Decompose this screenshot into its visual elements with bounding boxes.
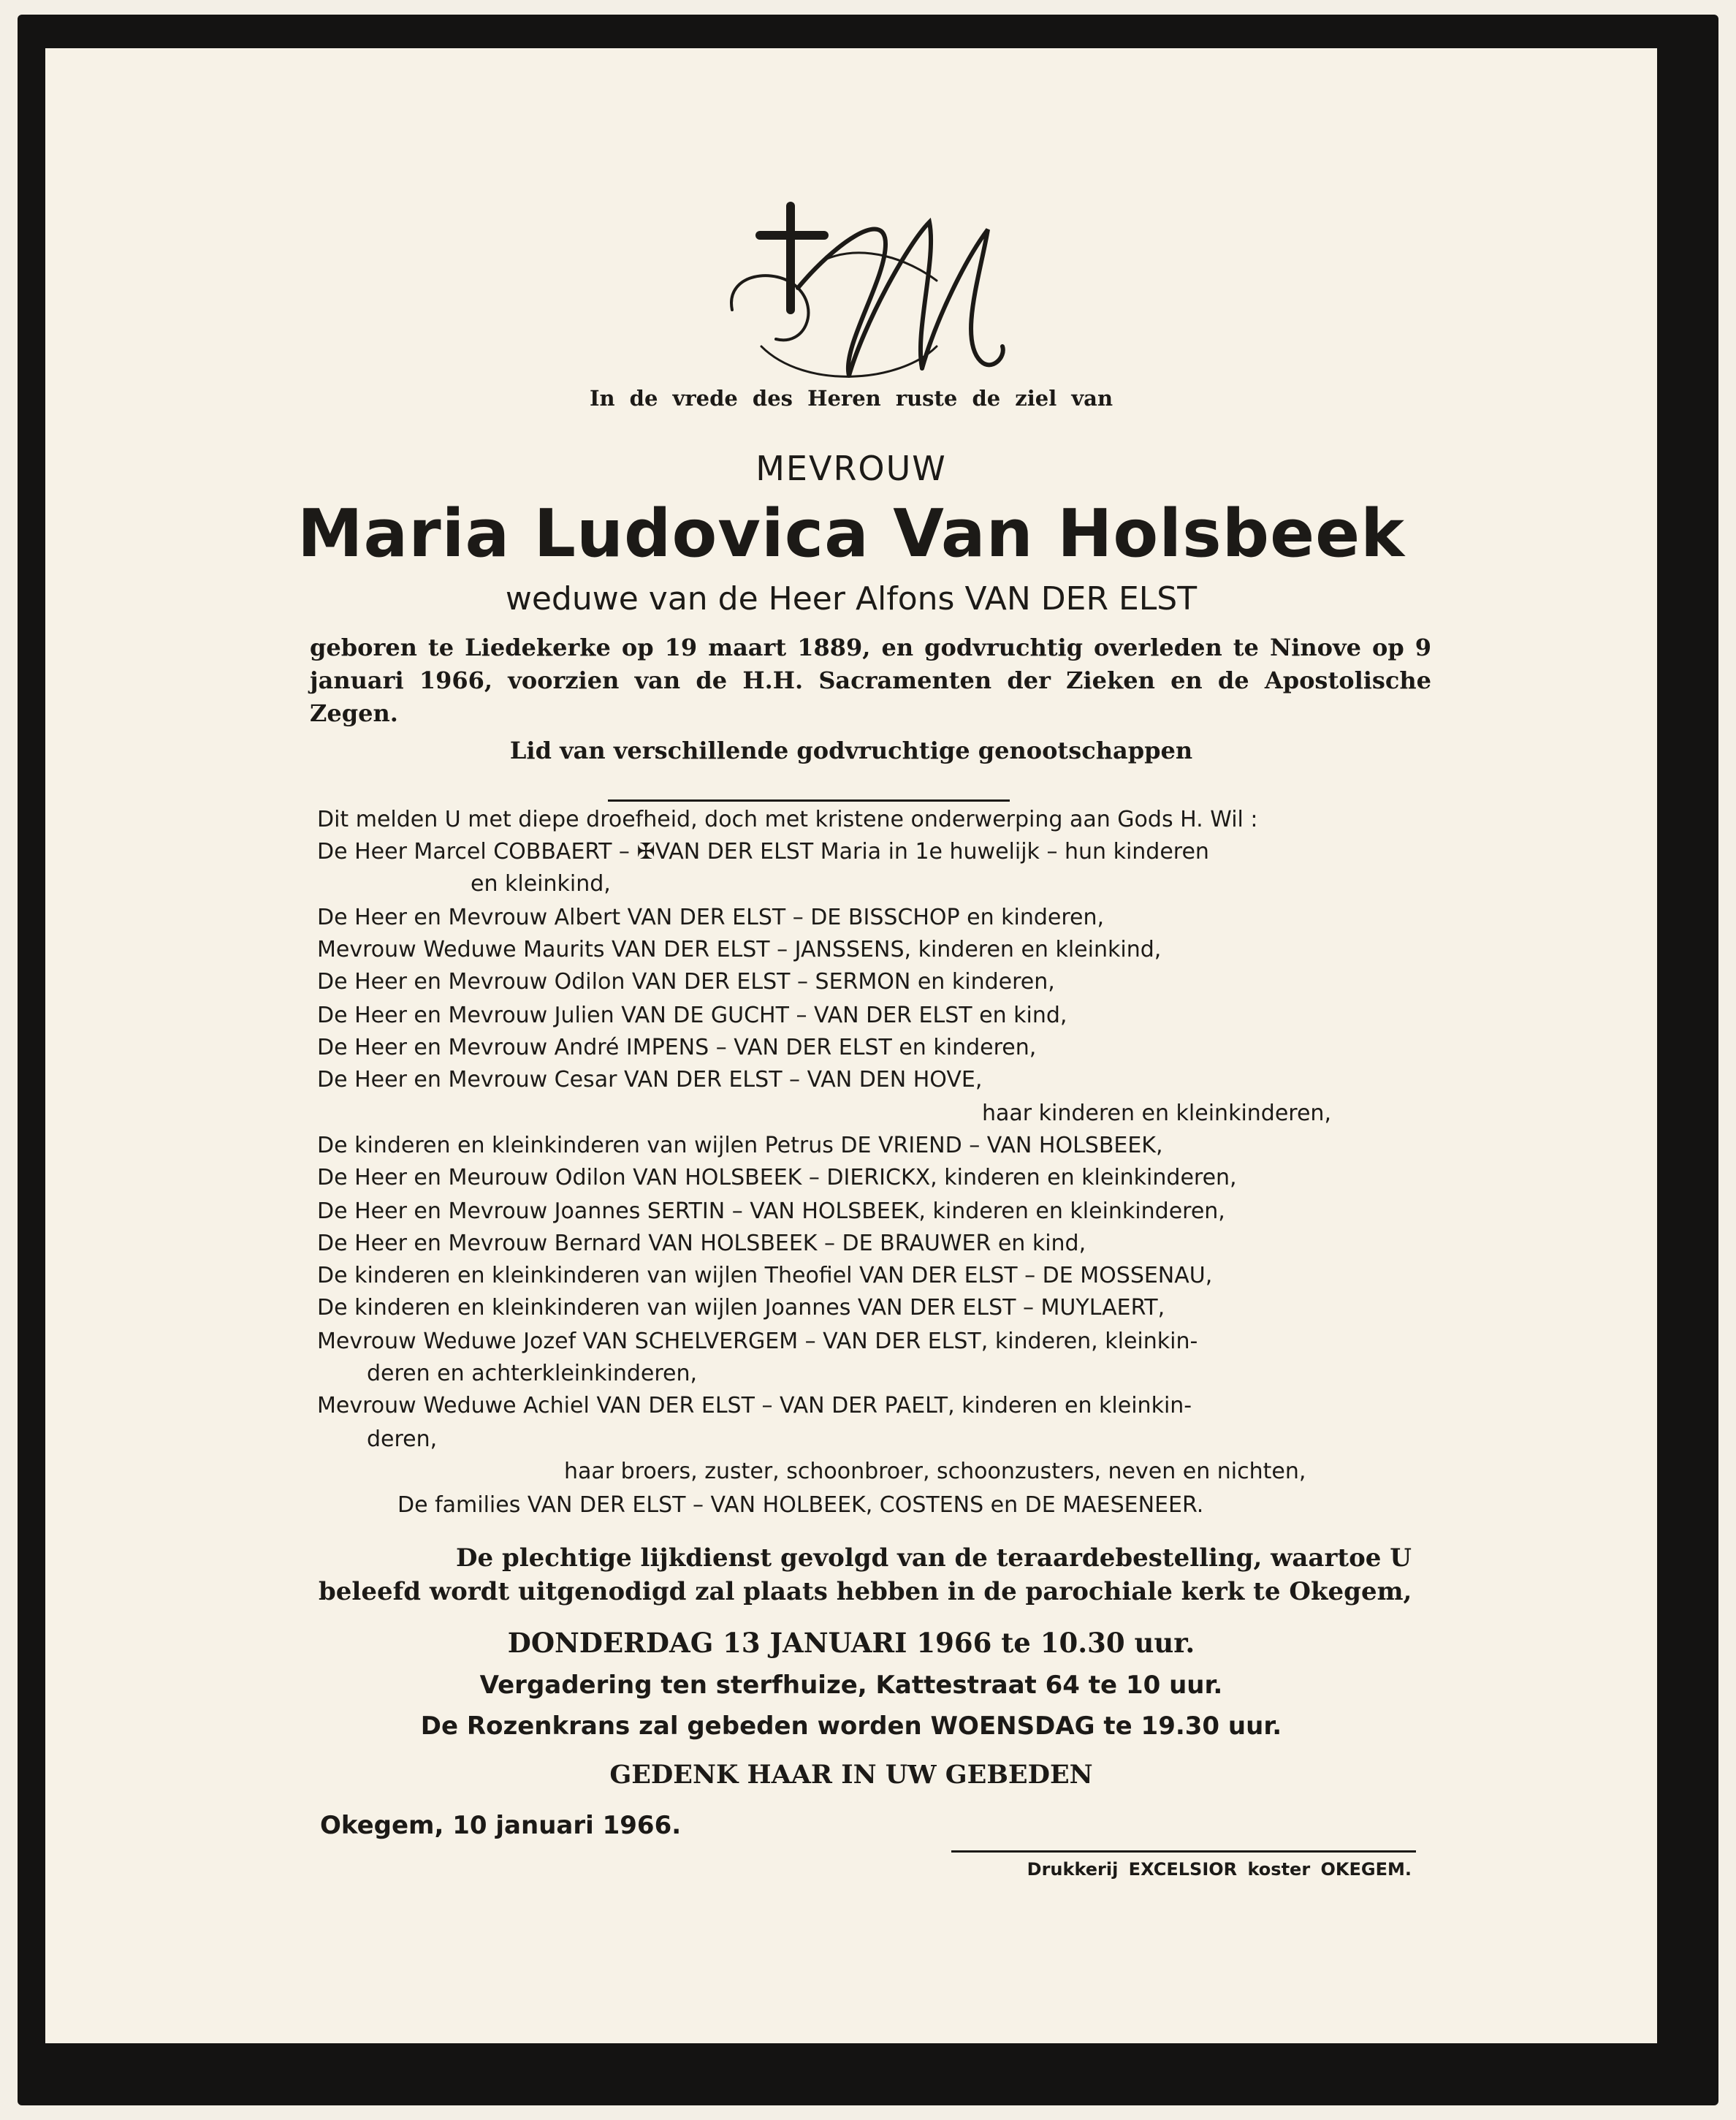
- divider-rule: [608, 799, 1010, 802]
- service-date: DONDERDAG 13 JANUARI 1966 te 10.30 uur.: [507, 1627, 1195, 1659]
- honorific-title: MEVROUW: [755, 449, 947, 488]
- family-line: De Heer Marcel COBBAERT – ✠VAN DER ELST Maria in 1e huwelijk – hun kinderen: [317, 839, 1209, 865]
- family-line: Mevrouw Weduwe Achiel VAN DER ELST – VAN DER PAELT, kinderen en kleinkin-: [317, 1393, 1192, 1418]
- cross-monogram-icon: [717, 200, 1010, 398]
- family-line: De kinderen en kleinkinderen van wijlen Theofiel VAN DER ELST – DE MOSSENAU,: [317, 1263, 1213, 1288]
- rosary-line: De Rozenkrans zal gebeden worden WOENSDAG te 19.30 uur.: [420, 1711, 1282, 1741]
- family-line: De kinderen en kleinkinderen van wijlen Joannes VAN DER ELST – MUYLAERT,: [317, 1295, 1165, 1321]
- family-line: De Heer en Meurouw Odilon VAN HOLSBEEK – DIERICKX, kinderen en kleinkinderen,: [317, 1165, 1237, 1190]
- membership-line: Lid van verschillende godvruchtige genootschappen: [509, 737, 1193, 764]
- family-line: De Heer en Mevrouw André IMPENS – VAN DER ELST en kinderen,: [317, 1035, 1037, 1060]
- family-line: Mevrouw Weduwe Jozef VAN SCHELVERGEM – VAN DER ELST, kinderen, kleinkin-: [317, 1329, 1198, 1354]
- family-line: De kinderen en kleinkinderen van wijlen Petrus DE VRIEND – VAN HOLSBEEK,: [317, 1133, 1163, 1158]
- family-line: De families VAN DER ELST – VAN HOLBEEK, COSTENS en DE MAESENEER.: [397, 1492, 1204, 1518]
- family-line: en kleinkind,: [471, 871, 611, 897]
- printer-credit: Drukkerij EXCELSIOR koster OKEGEM.: [1027, 1859, 1412, 1880]
- service-line: De plechtige lijkdienst gevolgd van de teraardebestelling, waartoe U: [456, 1543, 1412, 1573]
- family-line: haar kinderen en kleinkinderen,: [982, 1101, 1331, 1126]
- service-line: beleefd wordt uitgenodigd zal plaats hebben in de parochiale kerk te Okegem,: [319, 1577, 1412, 1606]
- family-line: deren en achterkleinkinderen,: [367, 1361, 698, 1386]
- family-line: De Heer en Mevrouw Joannes SERTIN – VAN HOLSBEEK, kinderen en kleinkinderen,: [317, 1198, 1225, 1224]
- deceased-name: Maria Ludovica Van Holsbeek: [297, 495, 1405, 572]
- family-line: De Heer en Mevrouw Odilon VAN DER ELST – SERMON en kinderen,: [317, 969, 1055, 995]
- family-line: Dit melden U met diepe droefheid, doch met kristene onderwerping aan Gods H. Wil :: [317, 807, 1258, 832]
- invocation: In de vrede des Heren ruste de ziel van: [589, 386, 1113, 411]
- footer-rule: [951, 1850, 1416, 1853]
- family-line: De Heer en Mevrouw Bernard VAN HOLSBEEK – DE BRAUWER en kind,: [317, 1231, 1086, 1256]
- place-date: Okegem, 10 januari 1966.: [320, 1811, 682, 1840]
- gathering-line: Vergadering ten sterfhuize, Kattestraat 64 te 10 uur.: [479, 1671, 1223, 1700]
- family-line: Mevrouw Weduwe Maurits VAN DER ELST – JANSSENS, kinderen en kleinkind,: [317, 937, 1162, 962]
- biography-paragraph: geboren te Liedekerke op 19 maart 1889, en godvruchtig overleden te Ninove op 9 januari 1966, voorzien van de H.H. Sacramenten der Zieken en de Apostolische Zegen.: [310, 634, 1431, 727]
- family-line: haar broers, zuster, schoonbroer, schoonzusters, neven en nichten,: [564, 1459, 1306, 1484]
- remember-line: GEDENK HAAR IN UW GEBEDEN: [609, 1760, 1093, 1790]
- family-line: De Heer en Mevrouw Julien VAN DE GUCHT – VAN DER ELST en kind,: [317, 1003, 1067, 1028]
- widow-of: weduwe van de Heer Alfons VAN DER ELST: [505, 580, 1198, 618]
- mourning-card: [45, 48, 1657, 2043]
- family-line: De Heer en Mevrouw Cesar VAN DER ELST – VAN DEN HOVE,: [317, 1067, 983, 1093]
- family-line: De Heer en Mevrouw Albert VAN DER ELST – DE BISSCHOP en kinderen,: [317, 905, 1105, 930]
- family-line: deren,: [367, 1426, 438, 1452]
